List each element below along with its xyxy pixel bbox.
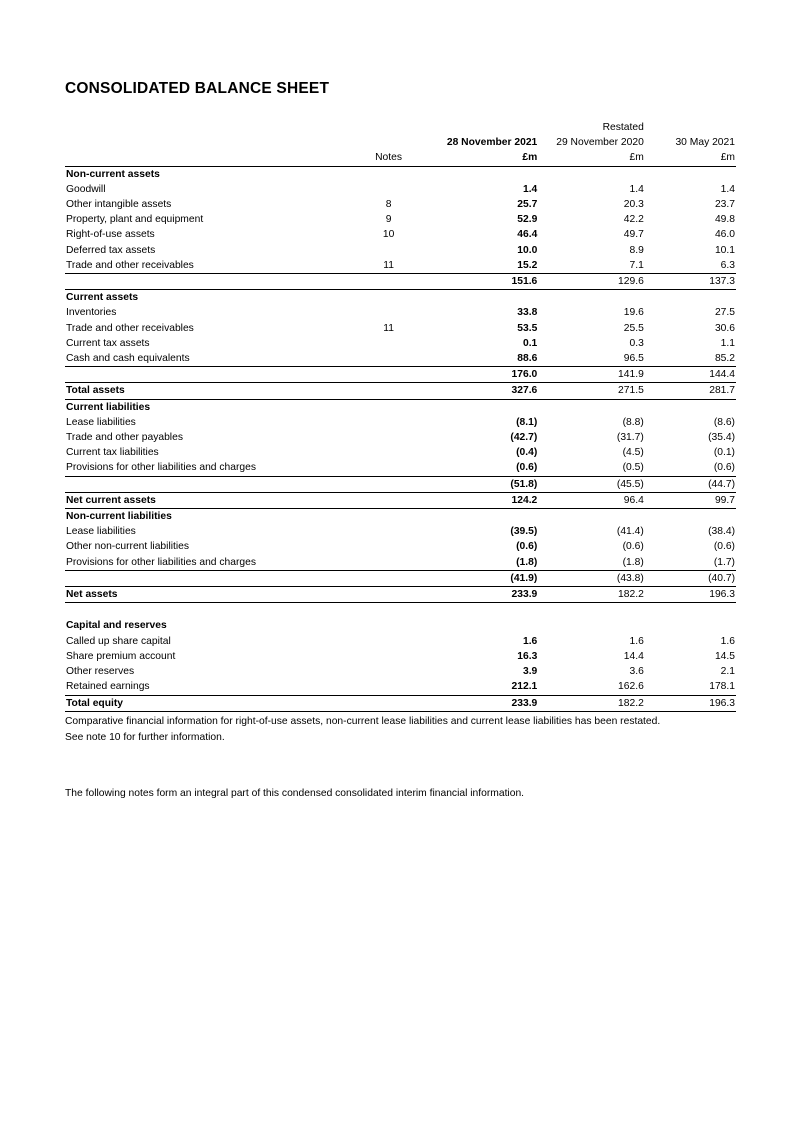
row-value-col3: (0.6) (713, 462, 735, 474)
table-row (65, 649, 736, 664)
header-dates-notes-blank (349, 135, 428, 150)
table-row (65, 555, 736, 571)
row-value-col1: (0.4) (516, 447, 538, 459)
section-heading-row (65, 509, 736, 525)
net-current-assets-col2: 96.4 (539, 492, 646, 508)
row-label: Share premium account (66, 650, 176, 662)
net-current-assets-label: Net current assets (65, 492, 349, 508)
total-equity-row (65, 695, 736, 711)
row-value-col1: 3.9 (522, 666, 538, 678)
total-equity-col1: 233.9 (428, 695, 539, 711)
subtotal-value-col3: 144.4 (646, 367, 736, 383)
row-value-col2: 7.1 (629, 259, 644, 271)
table-row (65, 415, 736, 430)
row-notes (349, 664, 428, 679)
row-label: Cash and cash equivalents (66, 353, 190, 365)
table-row (65, 430, 736, 445)
row-value-col1: (1.8) (516, 556, 538, 568)
row-value-col1: 16.3 (517, 650, 538, 662)
table-row (65, 664, 736, 679)
subtotal-value-col1: (51.8) (428, 476, 539, 492)
row-value-col2: 25.5 (623, 322, 644, 334)
row-value-col3: 14.5 (714, 650, 735, 662)
row-value-col2: (31.7) (616, 432, 644, 444)
row-notes (349, 460, 428, 476)
row-label: Right-of-use assets (66, 229, 155, 241)
row-notes (349, 445, 428, 460)
net-current-assets-row (65, 492, 736, 508)
page-title: CONSOLIDATED BALANCE SHEET (65, 80, 330, 97)
row-label: Current tax assets (66, 337, 150, 349)
row-label: Trade and other receivables (66, 322, 194, 334)
subtotal-value-col1: 151.6 (428, 274, 539, 290)
row-value-col1: 25.7 (517, 199, 538, 211)
net-assets-label: Net assets (65, 587, 349, 603)
row-value-col2: (41.4) (616, 526, 644, 538)
row-value-col1: 1.6 (522, 635, 538, 647)
row-value-col1: 212.1 (511, 681, 538, 693)
row-notes (349, 243, 428, 258)
row-value-col1: 1.4 (522, 183, 538, 195)
subtotal-row (65, 274, 736, 290)
subtotal-row (65, 570, 736, 586)
table-row (65, 227, 736, 242)
row-label: Provisions for other liabilities and charges (66, 556, 257, 568)
row-value-col1: 33.8 (517, 307, 538, 319)
row-label: Trade and other receivables (66, 259, 194, 271)
row-label: Other reserves (66, 666, 135, 678)
row-value-col2: 8.9 (629, 244, 644, 256)
table-row (65, 243, 736, 258)
subtotal-value-col2: 141.9 (539, 367, 646, 383)
subtotal-row (65, 367, 736, 383)
table-row (65, 679, 736, 695)
row-notes (349, 351, 428, 367)
row-notes (349, 634, 428, 649)
row-value-col1: (42.7) (510, 432, 538, 444)
section-heading-row (65, 399, 736, 415)
row-notes (349, 305, 428, 320)
subtotal-value-col3: (44.7) (646, 476, 736, 492)
table-row (65, 321, 736, 336)
row-value-col3: 85.2 (714, 353, 735, 365)
row-value-col1: 53.5 (517, 322, 538, 334)
total-equity-label: Total equity (65, 695, 349, 711)
row-label: Lease liabilities (66, 416, 136, 428)
net-assets-col3: 196.3 (646, 587, 736, 603)
net-current-assets-col3: 99.7 (646, 492, 736, 508)
row-value-col3: 1.6 (720, 635, 735, 647)
row-value-col2: 42.2 (623, 214, 644, 226)
footnote-integral-part: The following notes form an integral part of this condensed consolidated interim financial information. (65, 788, 525, 799)
total-equity-col3: 196.3 (646, 695, 736, 711)
total-assets-row (65, 383, 736, 399)
row-notes (349, 336, 428, 351)
row-value-col3: 1.4 (720, 183, 735, 195)
header-blank-label (65, 120, 349, 135)
section-heading-row (65, 618, 736, 633)
row-value-col3: 1.1 (720, 337, 735, 349)
row-notes: 9 (385, 214, 392, 226)
row-label: Trade and other payables (66, 432, 183, 444)
header-blank-col3 (646, 120, 736, 135)
total-assets-col3: 281.7 (646, 383, 736, 399)
row-label: Inventories (66, 307, 117, 319)
table-row (65, 258, 736, 274)
row-value-col3: 2.1 (720, 666, 735, 678)
section-heading-non-current-liabilities: Non-current liabilities (65, 509, 349, 525)
header-blank-col1 (428, 120, 539, 135)
balance-sheet-table (65, 120, 736, 712)
row-notes (349, 679, 428, 695)
row-value-col2: 162.6 (618, 681, 644, 693)
row-label: Property, plant and equipment (66, 214, 204, 226)
table-row (65, 460, 736, 476)
subtotal-value-col1: (41.9) (428, 570, 539, 586)
row-value-col2: (0.5) (622, 462, 644, 474)
row-value-col2: 0.3 (629, 337, 644, 349)
subtotal-row (65, 476, 736, 492)
subtotal-value-col2: (43.8) (539, 570, 646, 586)
table-row (65, 197, 736, 212)
table-row (65, 351, 736, 367)
header-col1-unit: £m (522, 152, 538, 164)
row-label: Current tax liabilities (66, 447, 159, 459)
table-row (65, 182, 736, 197)
row-value-col3: (0.6) (713, 541, 735, 553)
header-col2-date: 29 November 2020 (556, 137, 644, 149)
row-value-col3: 10.1 (714, 244, 735, 256)
row-value-col2: (8.8) (622, 416, 644, 428)
row-value-col1: (0.6) (516, 462, 538, 474)
table-row (65, 305, 736, 320)
section-heading-capital-and-reserves: Capital and reserves (66, 620, 167, 632)
row-value-col2: 19.6 (623, 307, 644, 319)
row-value-col2: 14.4 (623, 650, 644, 662)
row-notes (349, 430, 428, 445)
row-value-col2: 49.7 (623, 229, 644, 241)
row-value-col1: 0.1 (522, 337, 538, 349)
row-value-col3: (0.1) (713, 447, 735, 459)
row-notes (349, 524, 428, 539)
row-value-col1: 52.9 (517, 214, 538, 226)
table-row (65, 212, 736, 227)
row-value-col2: (1.8) (622, 556, 644, 568)
row-value-col3: (38.4) (708, 526, 735, 538)
row-notes (349, 539, 428, 554)
row-value-col3: 27.5 (714, 307, 735, 319)
header-dates-blank (65, 135, 349, 150)
total-assets-label: Total assets (65, 383, 349, 399)
row-value-col2: 96.5 (623, 353, 644, 365)
row-label: Called up share capital (66, 635, 171, 647)
row-label: Goodwill (66, 183, 106, 195)
row-notes: 8 (385, 199, 392, 211)
row-value-col3: 178.1 (709, 681, 735, 693)
row-value-col3: (35.4) (708, 432, 735, 444)
row-value-col2: (4.5) (622, 447, 644, 459)
row-value-col1: 10.0 (517, 244, 538, 256)
row-value-col3: 6.3 (720, 259, 735, 271)
header-restated-label: Restated (602, 122, 644, 133)
table-row (65, 634, 736, 649)
row-notes: 10 (382, 229, 395, 241)
section-heading-current-assets: Current assets (65, 290, 349, 306)
table-header-dates-row (65, 135, 736, 150)
row-value-col1: 46.4 (517, 229, 538, 241)
row-value-col1: (0.6) (516, 541, 538, 553)
header-blank-notes (349, 120, 428, 135)
section-heading-row (65, 166, 736, 182)
row-notes (349, 415, 428, 430)
header-col2-unit: £m (629, 152, 644, 164)
net-assets-col1: 233.9 (428, 587, 539, 603)
header-col3-unit: £m (720, 152, 735, 164)
row-notes (349, 649, 428, 664)
net-assets-row (65, 587, 736, 603)
section-heading-current-liabilities: Current liabilities (65, 399, 349, 415)
row-value-col3: 23.7 (714, 199, 735, 211)
table-row (65, 524, 736, 539)
row-value-col3: (8.6) (713, 416, 735, 428)
subtotal-value-col3: (40.7) (646, 570, 736, 586)
row-value-col2: 3.6 (629, 666, 644, 678)
header-col3-date: 30 May 2021 (675, 137, 735, 149)
section-heading-row (65, 290, 736, 306)
row-notes: 11 (383, 259, 394, 271)
row-value-col1: 88.6 (517, 353, 538, 365)
net-assets-col2: 182.2 (539, 587, 646, 603)
row-value-col2: (0.6) (622, 541, 644, 553)
row-value-col3: 46.0 (714, 229, 735, 241)
row-label: Lease liabilities (66, 526, 136, 538)
total-assets-col1: 327.6 (428, 383, 539, 399)
footnote-restatement-line2: See note 10 for further information. (65, 732, 225, 743)
subtotal-value-col3: 137.3 (646, 274, 736, 290)
table-row (65, 445, 736, 460)
row-label: Deferred tax assets (66, 244, 156, 256)
row-label: Retained earnings (66, 681, 150, 693)
subtotal-value-col1: 176.0 (428, 367, 539, 383)
footnote-restatement-line1: Comparative financial information for right-of-use assets, non-current lease liabilities and current lease liabilities has been restated. (65, 716, 661, 727)
net-current-assets-col1: 124.2 (428, 492, 539, 508)
row-label: Other non-current liabilities (66, 541, 190, 553)
row-notes (349, 182, 428, 197)
row-notes: 11 (383, 322, 394, 334)
table-header-units-row (65, 150, 736, 166)
header-col1-date: 28 November 2021 (446, 137, 538, 149)
row-value-col2: 20.3 (623, 199, 644, 211)
row-value-col3: 49.8 (714, 214, 735, 226)
row-label: Provisions for other liabilities and charges (66, 462, 257, 474)
table-header-restated-row (65, 120, 736, 135)
section-heading-non-current-assets: Non-current assets (65, 166, 349, 182)
total-equity-col2: 182.2 (539, 695, 646, 711)
row-value-col3: 30.6 (714, 322, 735, 334)
row-value-col2: 1.6 (629, 635, 644, 647)
row-value-col1: 15.2 (517, 259, 538, 271)
header-units-blank (65, 150, 349, 166)
row-value-col2: 1.4 (629, 183, 644, 195)
row-value-col3: (1.7) (713, 556, 735, 568)
table-spacer (65, 603, 736, 619)
table-row (65, 539, 736, 554)
total-assets-col2: 271.5 (539, 383, 646, 399)
row-notes (349, 555, 428, 571)
subtotal-value-col2: (45.5) (539, 476, 646, 492)
row-label: Other intangible assets (66, 199, 172, 211)
subtotal-value-col2: 129.6 (539, 274, 646, 290)
table-row (65, 336, 736, 351)
row-value-col1: (8.1) (516, 416, 538, 428)
row-value-col1: (39.5) (510, 526, 538, 538)
header-notes-label: Notes (375, 152, 403, 164)
